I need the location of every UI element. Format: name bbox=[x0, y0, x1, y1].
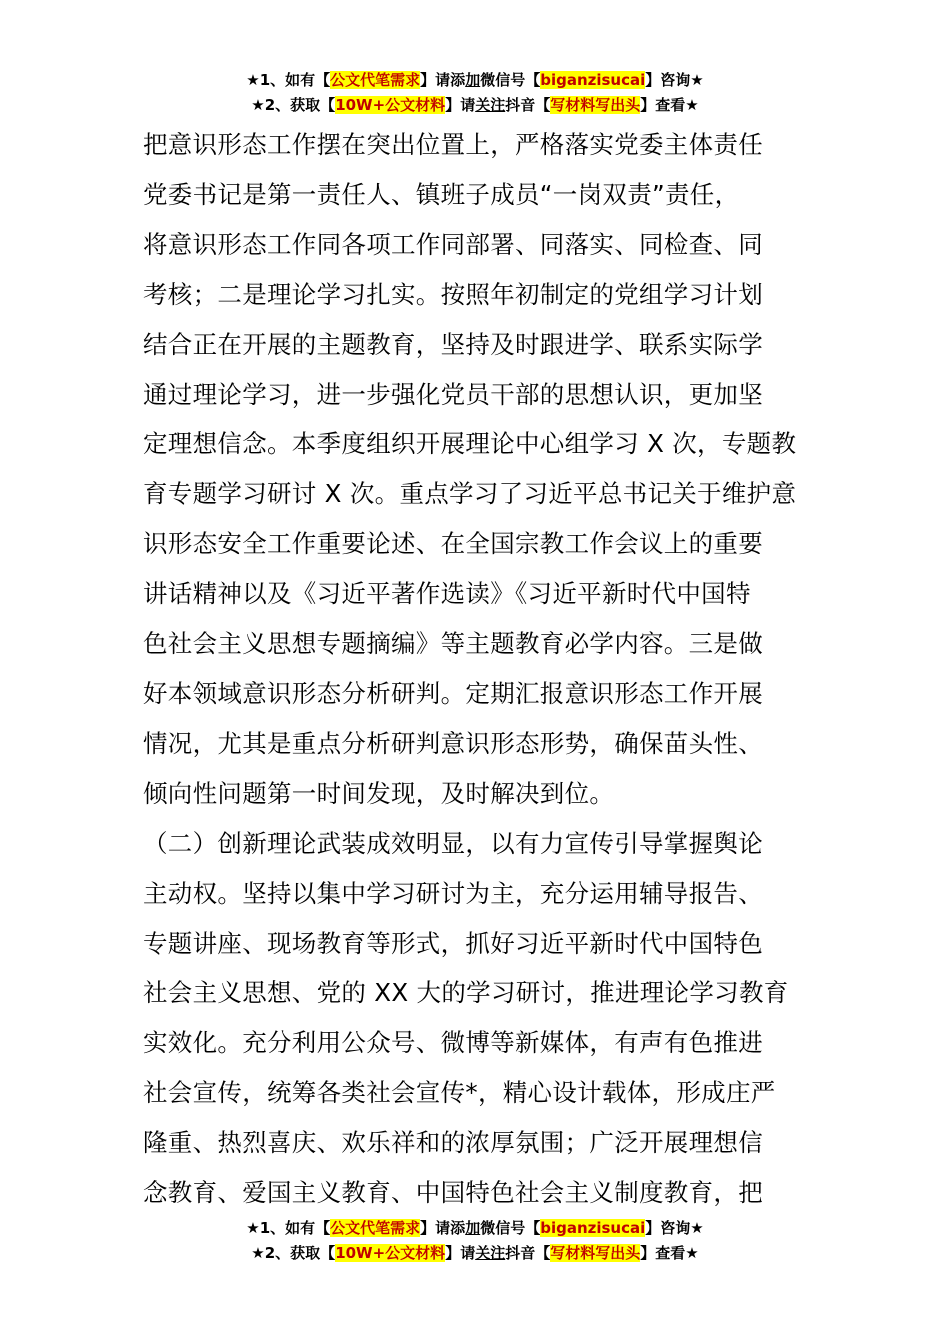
body-line: 情况，尤其是重点分析研判意识形态形势，确保苗头性、 bbox=[143, 728, 763, 758]
body-line: 念教育、爱国主义教育、中国特色社会主义制度教育，把 bbox=[143, 1178, 763, 1208]
body-line: 社会主义思想、党的 XX 大的学习研讨，推进理论学习教育 bbox=[143, 978, 789, 1008]
body-line: 好本领域意识形态分析研判。定期汇报意识形态工作开展 bbox=[143, 678, 763, 708]
body-line: 定理想信念。本季度组织开展理论中心组学习 X 次，专题教 bbox=[143, 429, 797, 459]
highlight-materials: 10W+公文材料 bbox=[335, 1244, 446, 1262]
banner-line-2 bbox=[0, 93, 950, 118]
document-body bbox=[143, 120, 811, 1218]
banner-text: ★1、如有【 bbox=[246, 71, 331, 89]
body-line: 讲话精神以及《习近平著作选读》《习近平新时代中国特 bbox=[143, 579, 751, 609]
body-line: 育专题学习研讨 X 次。重点学习了习近平总书记关于维护意 bbox=[143, 479, 797, 509]
body-line: 主动权。坚持以集中学习研讨为主，充分运用辅导报告、 bbox=[143, 878, 763, 908]
footer-banner bbox=[0, 1216, 950, 1266]
highlight-wechat-id: biganzisucai bbox=[540, 71, 646, 89]
body-line: 专题讲座、现场教育等形式，抓好习近平新时代中国特色 bbox=[143, 928, 763, 958]
body-line: 考核；二是理论学习扎实。按照年初制定的党组学习计划 bbox=[143, 279, 763, 309]
header-banner bbox=[0, 68, 950, 118]
body-line: 将意识形态工作同各项工作同部署、同落实、同检查、同 bbox=[143, 229, 763, 259]
body-line: 倾向性问题第一时间发现，及时解决到位。 bbox=[143, 778, 615, 808]
banner-line-1 bbox=[0, 68, 950, 93]
body-line: 把意识形态工作摆在突出位置上，严格落实党委主体责任 bbox=[143, 130, 763, 159]
highlight-wechat-id: biganzisucai bbox=[540, 1219, 646, 1237]
banner-text: ★1、如有【 bbox=[246, 1219, 331, 1237]
banner-text: 】咨询★ bbox=[645, 1219, 704, 1237]
section-heading-line: （二）创新理论武装成效明显，以有力宣传引导掌握舆论 bbox=[143, 828, 763, 858]
banner-text: 】咨询★ bbox=[645, 71, 704, 89]
body-line: 识形态安全工作重要论述、在全国宗教工作会议上的重要 bbox=[143, 529, 763, 559]
body-line: 党委书记是第一责任人、镇班子成员“一岗双责”责任， bbox=[143, 179, 740, 209]
banner-underlined-text: 关注 bbox=[475, 1244, 506, 1262]
banner-text: 抖音【 bbox=[505, 96, 551, 114]
highlight-douyin-account: 写材料写出头 bbox=[550, 96, 641, 114]
banner-underlined-text: 加 bbox=[465, 71, 481, 89]
banner-text: 】请添 bbox=[420, 1219, 466, 1237]
body-line: 通过理论学习，进一步强化党员干部的思想认识，更加坚 bbox=[143, 379, 763, 409]
banner-line-1 bbox=[0, 1216, 950, 1241]
body-line: 色社会主义思想专题摘编》等主题教育必学内容。三是做 bbox=[143, 629, 763, 659]
banner-underlined-text: 加 bbox=[465, 1219, 481, 1237]
banner-text: 】查看★ bbox=[640, 1244, 699, 1262]
banner-text: ★2、获取【 bbox=[251, 1244, 336, 1262]
banner-text: 】请添 bbox=[420, 71, 466, 89]
body-line: 隆重、热烈喜庆、欢乐祥和的浓厚氛围；广泛开展理想信 bbox=[143, 1128, 763, 1158]
banner-text: 微信号【 bbox=[480, 1219, 541, 1237]
banner-text: ★2、获取【 bbox=[251, 96, 336, 114]
banner-text: 】请 bbox=[445, 1244, 476, 1262]
body-line: 实效化。充分利用公众号、微博等新媒体，有声有色推进 bbox=[143, 1028, 763, 1058]
banner-text: 抖音【 bbox=[505, 1244, 551, 1262]
banner-text: 微信号【 bbox=[480, 71, 541, 89]
banner-text: 】请 bbox=[445, 96, 476, 114]
body-line: 社会宣传，统筹各类社会宣传*，精心设计载体，形成庄严 bbox=[143, 1078, 776, 1108]
highlight-writing-service: 公文代笔需求 bbox=[330, 1219, 421, 1237]
banner-text: 】查看★ bbox=[640, 96, 699, 114]
body-line: 结合正在开展的主题教育，坚持及时跟进学、联系实际学 bbox=[143, 329, 763, 359]
highlight-writing-service: 公文代笔需求 bbox=[330, 71, 421, 89]
banner-underlined-text: 关注 bbox=[475, 96, 506, 114]
highlight-douyin-account: 写材料写出头 bbox=[550, 1244, 641, 1262]
highlight-materials: 10W+公文材料 bbox=[335, 96, 446, 114]
banner-line-2 bbox=[0, 1241, 950, 1266]
